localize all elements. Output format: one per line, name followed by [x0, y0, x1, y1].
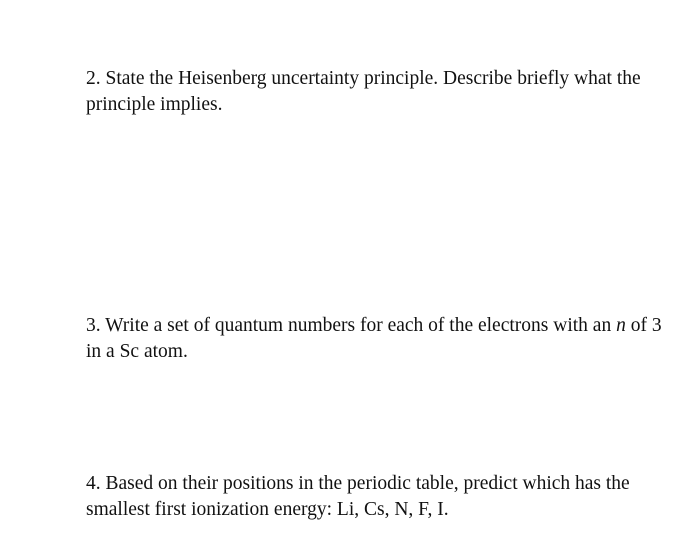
- question-2: [86, 66, 666, 118]
- question-4: [86, 471, 666, 523]
- question-3-text-after: of 3 in a Sc atom.: [86, 315, 662, 362]
- question-2-number: 2.: [86, 68, 101, 89]
- question-3-number: 3.: [86, 315, 101, 336]
- question-3-text-before: Write a set of quantum numbers for each of the electrons with an: [105, 315, 612, 336]
- question-2-text: State the Heisenberg uncertainty principle. Describe briefly what the principle implies.: [86, 68, 641, 115]
- question-3-variable-n: n: [616, 315, 626, 336]
- question-4-text: Based on their positions in the periodic table, predict which has the smallest first ionization energy: Li, Cs, N, F, I.: [86, 473, 630, 520]
- question-4-number: 4.: [86, 473, 101, 494]
- question-3: [86, 313, 666, 365]
